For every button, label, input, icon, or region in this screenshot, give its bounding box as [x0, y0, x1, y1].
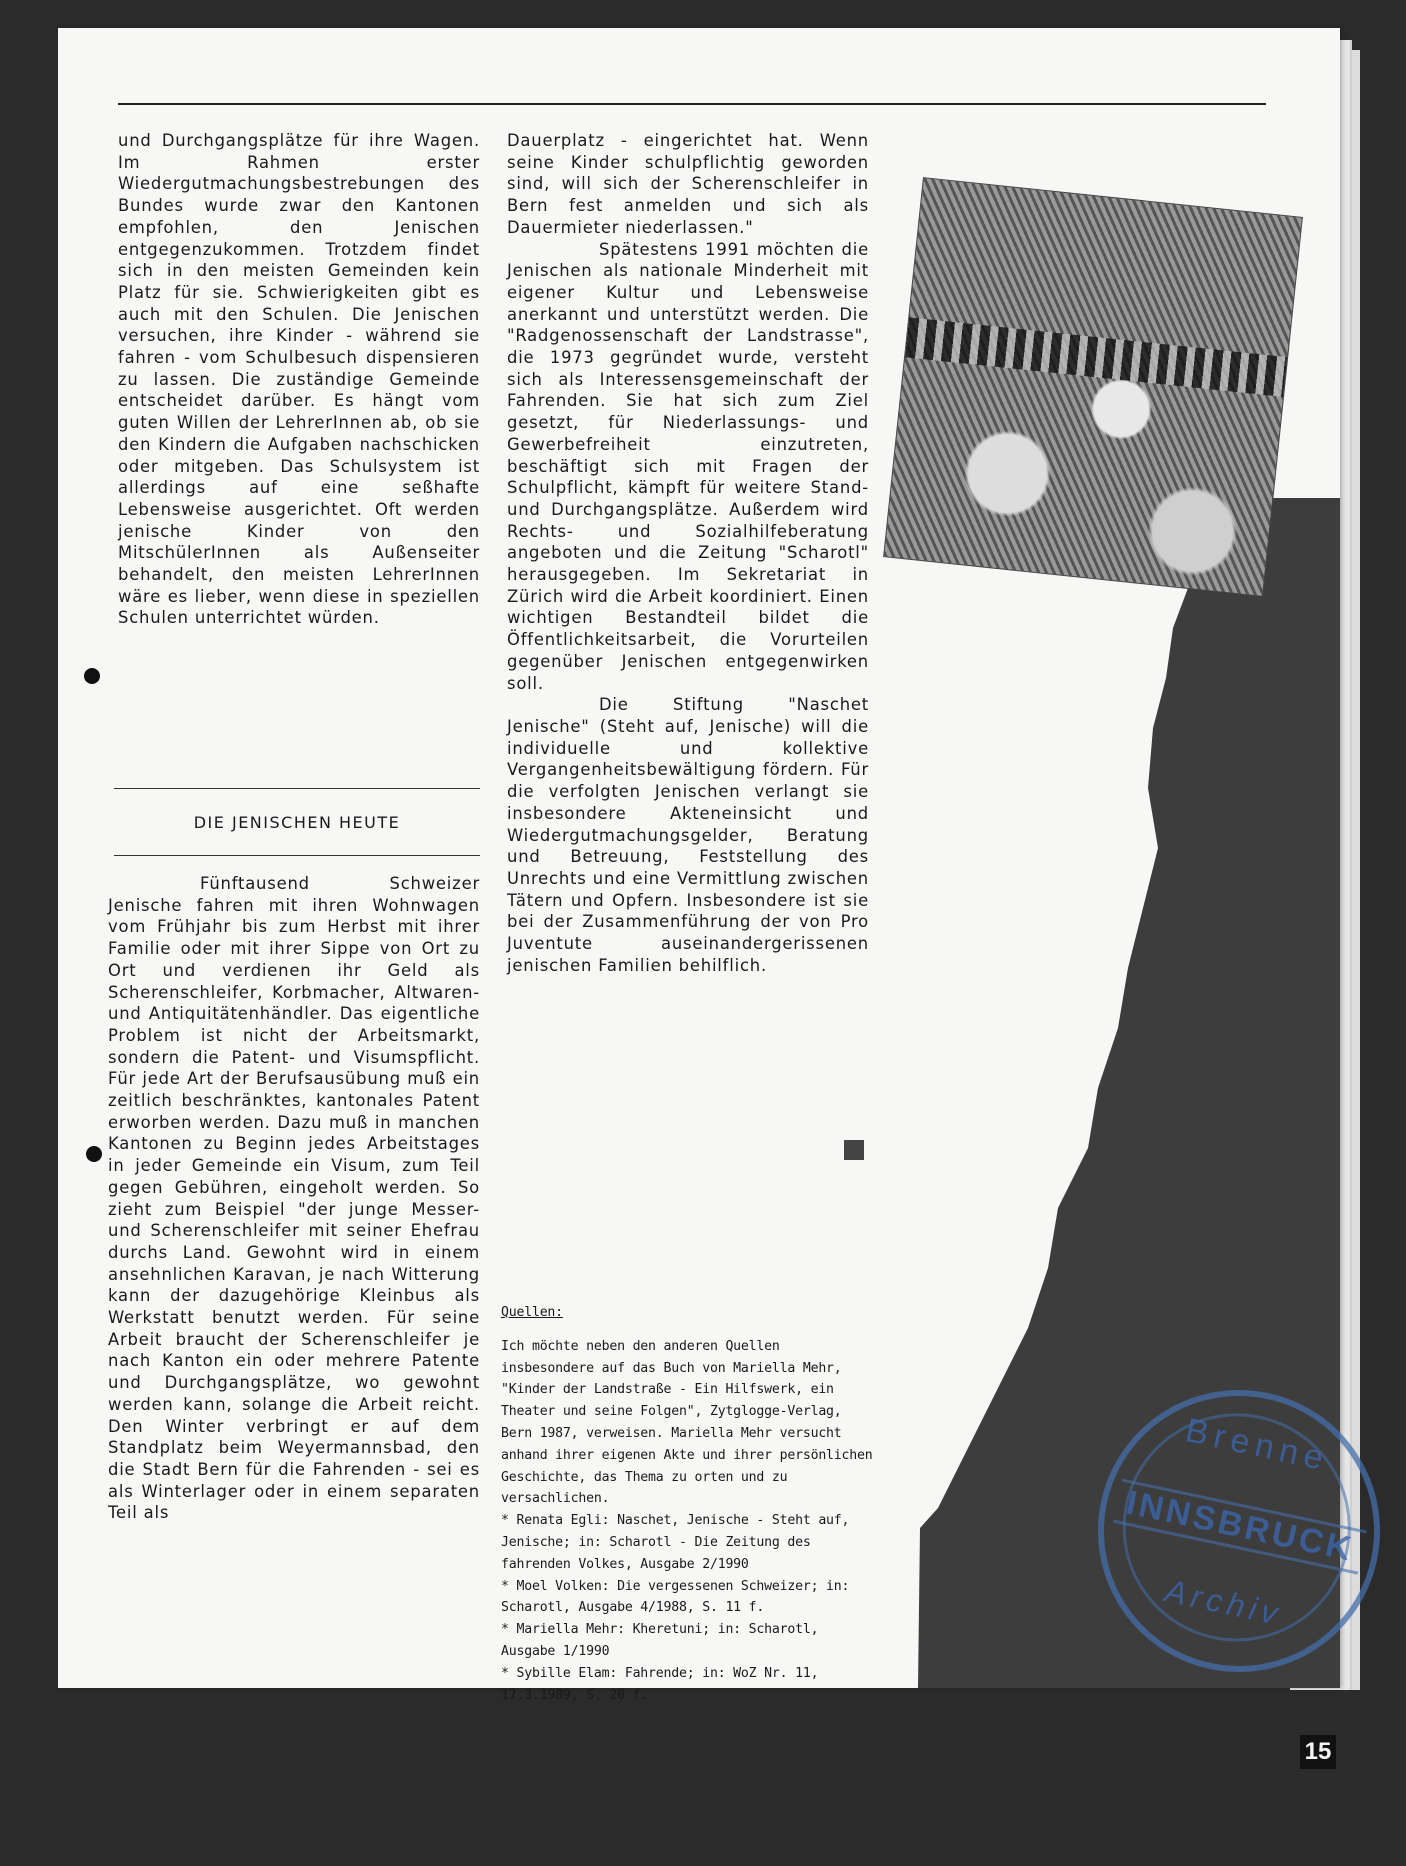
source-entry: * Moel Volken: Die vergessenen Schweizer; in: Scharotl, Ausgabe 4/1988, S. 11 f.	[501, 1578, 850, 1616]
paragraph: Die Stiftung "Naschet Jenische" (Steht auf, Jenische) will die individuelle und kollektive Vergangenheitsbewältigung fördern. Für die verfolgten Jenischen verlangt sie insbesondere Akteneinsicht und Wiedergutmachungsgelder, Beratung und Betreuung, Feststellung des Unrechts und eine Vermittlung zwischen Tätern und Opfern. Insbesondere ist sie bei der Zusammenführung der von Pro Juventute auseinandergerissenen jenischen Familien behilflich.	[507, 695, 869, 975]
stamp-top-text: Brenne	[1182, 1411, 1333, 1479]
source-entry: Ich möchte neben den anderen Quellen insbesondere auf das Buch von Mariella Mehr, "Kinder der Landstraße - Ein Hilfswerk, ein Theater und seine Folgen", Zytglogge-Verlag, Bern 1987, verweisen. Mariella Mehr versucht anhand ihrer eigenen Akte und ihrer persönlichen Geschichte, das Thema zu orten und zu versachlichen.	[501, 1338, 873, 1507]
section-heading-text: DIE JENISCHEN HEUTE	[193, 812, 401, 832]
source-entry: * Sybille Elam: Fahrende; in: WoZ Nr. 11, 17.3.1989, S. 20 f.	[501, 1665, 819, 1703]
stamp-middle-text: INNSBRUCK	[1113, 1479, 1367, 1575]
photo-basket-weaver	[883, 177, 1303, 597]
paragraph: und Durchgangsplätze für ihre Wagen. Im Rahmen erster Wiedergutmachungsbestrebungen des Bundes wurde zwar den Kantonen empfohlen, den Jenischen entgegenzukommen. Trotzdem findet sich in den meisten Gemeinden kein Platz für sie. Schwierigkeiten gibt es auch mit den Schulen. Die Jenischen versuchen, ihre Kinder - während sie fahren - vom Schulbesuch dispensieren zu lassen. Die zuständige Gemeinde entscheidet darüber. Es hängt vom guten Willen der LehrerInnen ab, ob sie den Kindern die Aufgaben nachschicken oder mitgeben. Das Schulsystem ist allerdings auf eine seßhafte Lebensweise ausgerichtet. Oft werden jenische Kinder von den MitschülerInnen als Außenseiter behandelt, den meisten LehrerInnen wäre es lieber, wenn diese in speziellen Schulen unterrichtet würden.	[118, 131, 480, 628]
punch-hole	[84, 668, 100, 684]
photo-band	[905, 317, 1287, 397]
source-entry: * Renata Egli: Naschet, Jenische - Steht auf, Jenische; in: Scharotl - Die Zeitung des fahrenden Volkes, Ausgabe 2/1990	[501, 1513, 850, 1572]
paragraph: Spätestens 1991 möchten die Jenischen als nationale Minderheit mit eigener Kultur und Lebensweise anerkannt und unterstützt werden. Die "Radgenossenschaft der Landstrasse", die 1973 gegründet wurde, versteht sich als Interessensgemeinschaft der Fahrenden. Sie hat sich zum Ziel gesetzt, für Niederlassungs- und Gewerbefreiheit einzutreten, beschäftigt sich mit Fragen der Schulpflicht, kämpft für weitere Stand- und Durchgangsplätze. Außerdem wird Rechts- und Sozialhilfeberatung angeboten und die Zeitung "Scharotl" herausgegeben. Im Sekretariat in Zürich wird die Arbeit koordiniert. Einen wichtigen Bestandteil bildet die Öffentlichkeitsarbeit, die Vorurteilen gegenüber Jenischen entgegenwirken soll.	[507, 239, 869, 693]
sources-title: Quellen:	[501, 1305, 563, 1320]
paragraph: Dauerplatz - eingerichtet hat. Wenn seine Kinder schulpflichtig geworden sind, will sich der Scherenschleifer in Bern fest anmelden und sich als Dauermieter niederlassen."	[507, 131, 869, 237]
page-number: 15	[1300, 1735, 1336, 1769]
document-page	[58, 28, 1357, 1765]
source-entry: * Mariella Mehr: Kheretuni; in: Scharotl, Ausgabe 1/1990	[501, 1622, 819, 1659]
stamp-bottom-text: Archiv	[1161, 1572, 1286, 1633]
paragraph: Fünftausend Schweizer Jenische fahren mit ihren Wohnwagen vom Frühjahr bis zum Herbst mit ihrer Familie oder mit ihrer Sippe von Ort zu Ort und verdienen ihr Geld als Scherenschleifer, Korbmacher, Altwaren- und Antiquitätenhändler. Das eigentliche Problem ist nicht der Arbeitsmarkt, sondern die Patent- und Visumspflicht. Für jede Art der Berufsausübung muß ein zeitlich beschränktes, kantonales Patent erworben werden. Dazu muß in manchen Kantonen zu Beginn jedes Arbeitstages in jeder Gemeinde ein Visum, zum Teil gegen Gebühren, eingeholt werden. So zieht zum Beispiel "der junge Messer- und Scherenschleifer mit seiner Ehefrau durchs Land. Gewohnt wird in einem ansehnlichen Karavan, je nach Witterung kann der dazugehörige Kleinbus als Werkstatt benutzt werden. Für seine Arbeit braucht der Scherenschleifer je nach Kanton ein oder mehrere Patente und Durchgangsplätze, wo gewohnt werden kann, solange die Arbeit reicht. Den Winter verbringt er auf dem Standplatz beim Weyermannsbad, den die Stadt Bern für die Fahrenden - sei es als Winterlager oder in einem separaten Teil als	[108, 874, 480, 1523]
punch-hole	[86, 1146, 102, 1162]
